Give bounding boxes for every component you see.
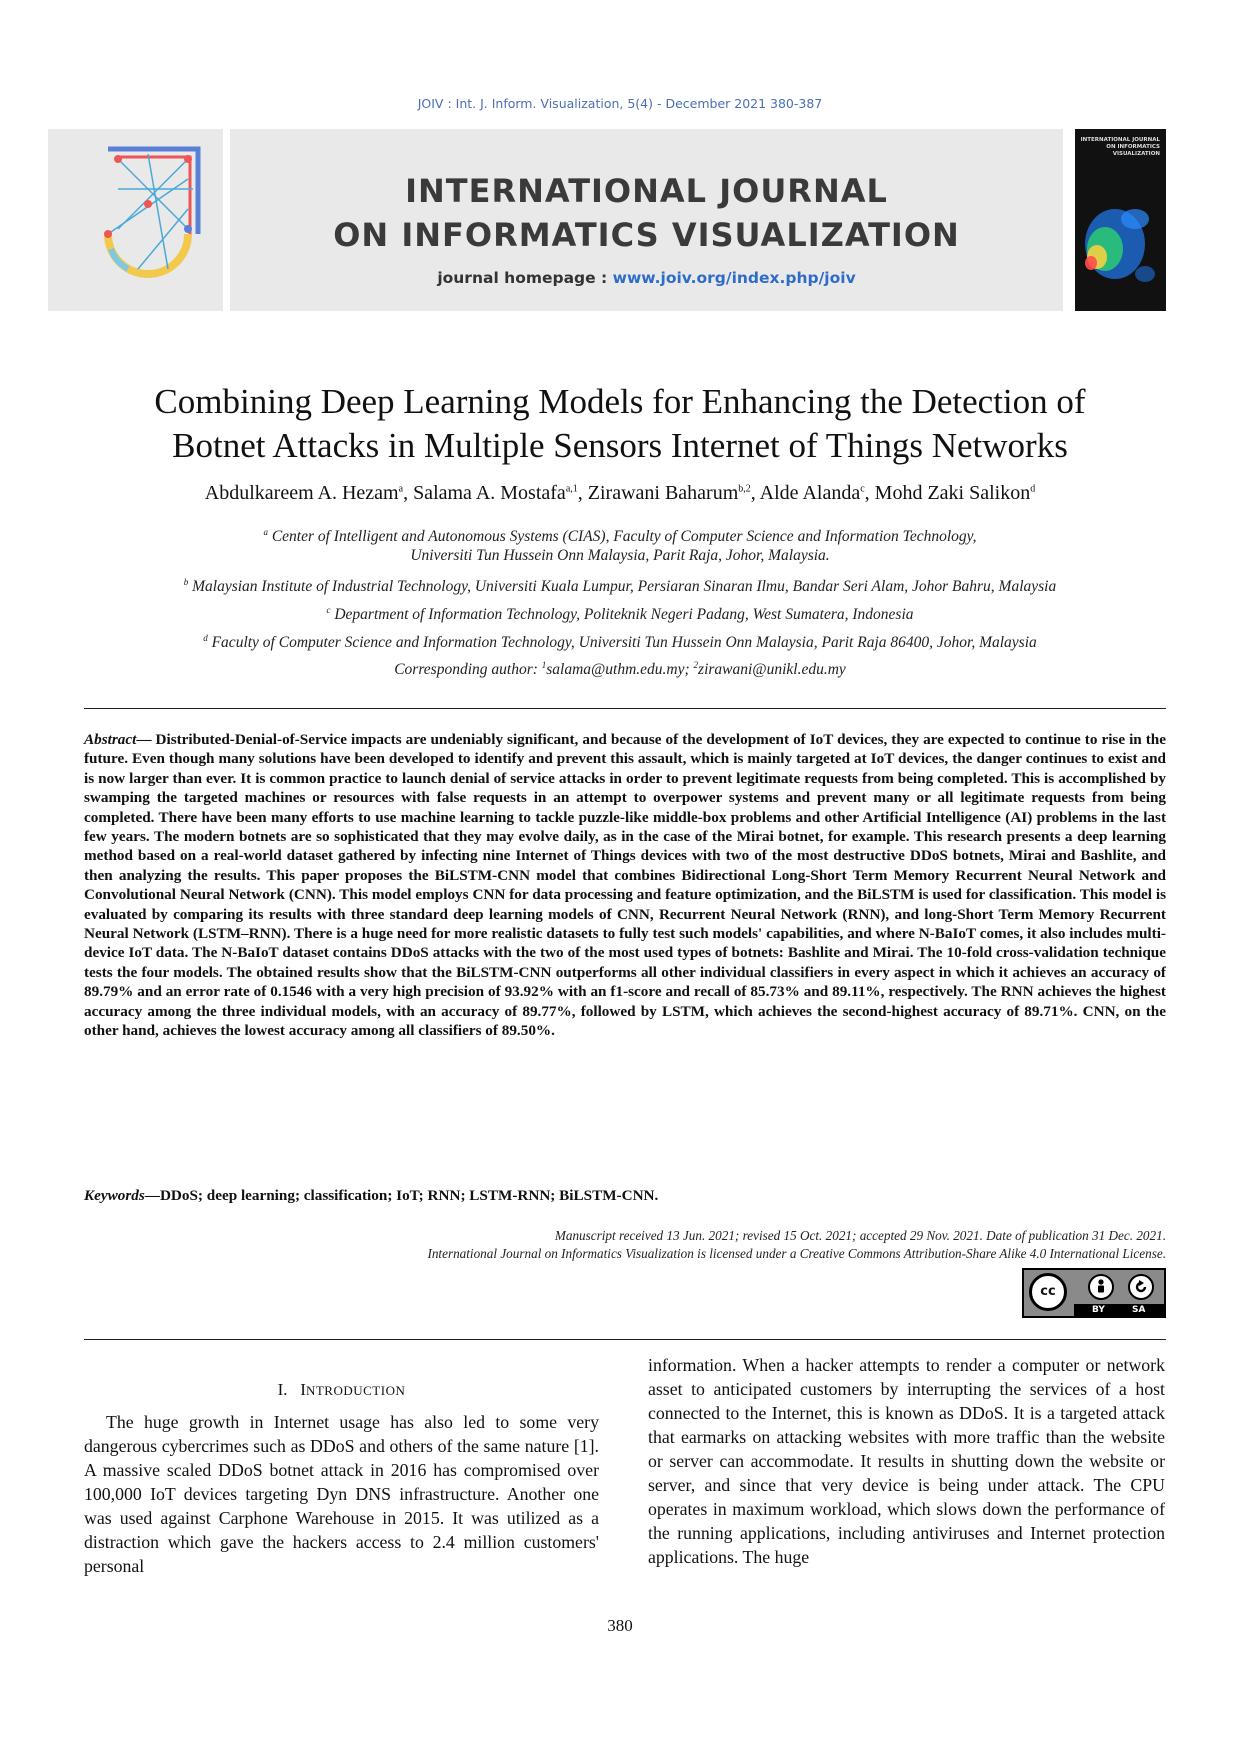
journal-banner (48, 129, 1166, 311)
keywords-label: Keywords (84, 1187, 145, 1204)
author-affiliation-mark: a,1 (565, 483, 578, 495)
manuscript-info (84, 1227, 1166, 1263)
share-alike-glyph (1130, 1276, 1152, 1298)
affiliation-d-text: Faculty of Computer Science and Information Technology, Universiti Tun Hussein Onn Malaysia, Parit Raja 86400, Johor, Malaysia (211, 634, 1037, 652)
journal-homepage-link[interactable]: www.joiv.org/index.php/joiv (612, 269, 856, 287)
journal-banner-main (230, 129, 1063, 311)
affiliation-a-mark: a (263, 527, 268, 537)
journal-citation-line: JOIV : Int. J. Inform. Visualization, 5(4) - December 2021 380-387 (417, 96, 823, 111)
section-number: I. (277, 1380, 288, 1399)
cc-icon: cc (1029, 1273, 1067, 1311)
affiliation-a-line1 (60, 523, 1180, 546)
author-affiliation-mark: a (398, 483, 404, 495)
author-affiliation-mark: b,2 (738, 483, 751, 495)
cc-license-badge[interactable] (1022, 1268, 1166, 1318)
abstract (84, 730, 1166, 1041)
corresponding-author (60, 656, 1180, 679)
author-name: Abdulkareem A. Hezam (204, 482, 399, 504)
journal-cover-text: INTERNATIONAL JOURNAL ON INFORMATICS VISUALIZATION (1080, 137, 1160, 157)
section-title-initial: I (300, 1380, 306, 1399)
author-name: Zirawani Baharum (587, 482, 739, 504)
affiliation-b (60, 573, 1180, 596)
author-name: Mohd Zaki Salikon (874, 482, 1031, 504)
author-list (60, 482, 1180, 505)
corr-mark-2: 2 (693, 660, 699, 670)
journal-banner-title-line1: INTERNATIONAL JOURNAL (405, 172, 888, 210)
cc-by-label: BY (1092, 1305, 1105, 1315)
paper-title (60, 380, 1180, 468)
author-name: Salama A. Mostafa (413, 482, 566, 504)
author-separator: , (403, 482, 414, 504)
affiliation-c-mark: c (326, 605, 331, 615)
affiliation-d-mark: d (203, 633, 208, 643)
abstract-bottom-rule (84, 1339, 1166, 1340)
journal-homepage-label: journal homepage : (437, 269, 613, 287)
affiliation-c-text: Department of Information Technology, Politeknik Negeri Padang, West Sumatera, Indonesia (334, 606, 914, 624)
affiliation-b-text: Malaysian Institute of Industrial Technology, Universiti Kuala Lumpur, Persiaran Sinaran Ilmu, Bandar Seri Alam, Johor Bahru, Malaysia (192, 578, 1057, 596)
author-affiliation-mark: d (1030, 483, 1036, 495)
page-number: 380 (607, 1616, 633, 1635)
author-separator: , (864, 482, 875, 504)
author-separator: , (750, 482, 760, 504)
abstract-text: — Distributed-Denial-of-Service impacts are undeniably significant, and because of the development of IoT devices, they are expected to continue to rise in the future. Even though many solutions have been developed to identify and prevent this assault, which is mainly targeted at IoT devices, the danger continues to exist and is now larger than ever. It is common practice to launch denial of service attacks in order to prevent legitimate requests from being completed. This is accomplished by swamping the targeted machines or resources with false requests in an attempt to overpower systems and prevent many or all legitimate requests from being completed. There have been many efforts to use machine learning to tackle puzzle-like middle-box problems and other Artificial Intelligence (AI) problems in the last few years. The modern botnets are so sophisticated that they may evolve daily, as in the case of the Mirai botnet, for example. This research presents a deep learning method based on a real-world dataset gathered by infecting nine Internet of Things devices with two of the most destructive DDoS botnets, Mirai and Bashlite, and then analyzing the results. This paper proposes the BiLSTM-CNN model that combines Bidirectional Long-Short Term Memory Recurrent Neural Network and Convolutional Neural Network (CNN). This model employs CNN for data processing and feature optimization, and the BiLSTM is used for classification. This model is evaluated by comparing its results with three standard deep learning models of CNN, Recurrent Neural Network (RNN), and long-Short Term Memory Recurrent Neural Network (LSTM–RNN). There is a huge need for more realistic datasets to fully test such models' capabilities, and where N-BaIoT comes, it also includes multi-device IoT data. The N-BaIoT dataset contains DDoS attacks with the two of the most used types of botnets: Bashlite and Mirai. The 10-fold cross-validation technique tests the four models. The obtained results show that the BiLSTM-CNN outperforms all other individual classifiers in every aspect in which it achieves an accuracy of 89.79% and an error rate of 0.1546 with a very high precision of 93.92% with an f1-score and recall of 85.73% and 89.11%, respectively. The RNN achieves the highest accuracy among the three individual models, with an accuracy of 89.77%, followed by LSTM, which achieves the second-highest accuracy of 89.71%. CNN, on the other hand, achieves the lowest accuracy among all classifiers of 89.50%. (84, 731, 1166, 1040)
corresponding-email-2[interactable]: zirawani@unikl.edu.my (698, 661, 846, 679)
corresponding-author-label: Corresponding author: (394, 661, 542, 679)
affiliation-c (60, 601, 1180, 624)
author-separator: , (577, 482, 588, 504)
license-statement[interactable]: International Journal on Informatics Visualization is licensed under a Creative Commons Attribution-Share Alike 4.0 International License. (427, 1246, 1166, 1261)
author-affiliation-mark: c (860, 483, 865, 495)
attribution-person-icon (1088, 1274, 1114, 1300)
author-name: Alde Alanda (759, 482, 861, 504)
journal-banner-title-line2: ON INFORMATICS VISUALIZATION (333, 216, 960, 254)
corresponding-email-1[interactable]: salama@uthm.edu.my; (546, 661, 694, 679)
affiliation-a-line2: Universiti Tun Hussein Onn Malaysia, Parit Raja, Johor, Malaysia. (410, 547, 830, 565)
journal-cover-thumbnail (1075, 129, 1166, 311)
paper-title-line2: Botnet Attacks in Multiple Sensors Internet of Things Networks (172, 426, 1068, 465)
journal-logo (48, 129, 223, 311)
right-column (648, 1353, 1165, 1569)
affiliation-a (60, 523, 1180, 565)
left-column-paragraph: The huge growth in Internet usage has also led to some very dangerous cybercrimes such as DDoS and others of the same nature [1]. A massive scaled DDoS botnet attack in 2016 has compromised over 100,000 IoT devices targeting Dyn DNS infrastructure. Another one was used against Carphone Warehouse in 2015. It was utilized as a distraction which gave the hackers access to 2.4 million customers' personal (84, 1412, 599, 1576)
affiliation-b-mark: b (183, 577, 189, 587)
cc-sa-label: SA (1132, 1305, 1146, 1315)
keywords-text: —DDoS; deep learning; classification; IoT; RNN; LSTM-RNN; BiLSTM-CNN. (144, 1187, 659, 1204)
affiliation-a-text1: Center of Intelligent and Autonomous Systems (CIAS), Faculty of Computer Science and Information Technology, (271, 528, 977, 546)
journal-homepage (230, 269, 1063, 287)
abstract-label: Abstract (84, 731, 137, 748)
share-alike-icon (1128, 1274, 1154, 1300)
corr-mark-1: 1 (541, 660, 547, 670)
person-glyph (1090, 1276, 1112, 1298)
section-title-rest: NTRODUCTION (305, 1383, 406, 1398)
cc-badge-strip (1074, 1304, 1164, 1316)
keywords (84, 1187, 1166, 1205)
journal-logo-icon (48, 129, 223, 311)
journal-banner-title (230, 169, 1063, 257)
affiliation-d (60, 629, 1180, 652)
right-column-paragraph: information. When a hacker attempts to render a computer or network asset to anticipated customers by interrupting the services of a host connected to the Internet, this is known as DDoS. It is a targeted attack that earmarks on attacking websites with more traffic than the website or server can accommodate. It results in shutting down the website or server, and since that very device is being under attack. The CPU operates in maximum workload, which slows down the performance of the running applications, including antiviruses and Internet protection applications. The huge (648, 1355, 1165, 1567)
abstract-top-rule (84, 708, 1166, 709)
manuscript-dates: Manuscript received 13 Jun. 2021; revised 15 Oct. 2021; accepted 29 Nov. 2021. Date of publication 31 Dec. 2021. (554, 1228, 1166, 1243)
paper-title-line1: Combining Deep Learning Models for Enhancing the Detection of (154, 382, 1086, 421)
left-column (84, 1380, 599, 1578)
